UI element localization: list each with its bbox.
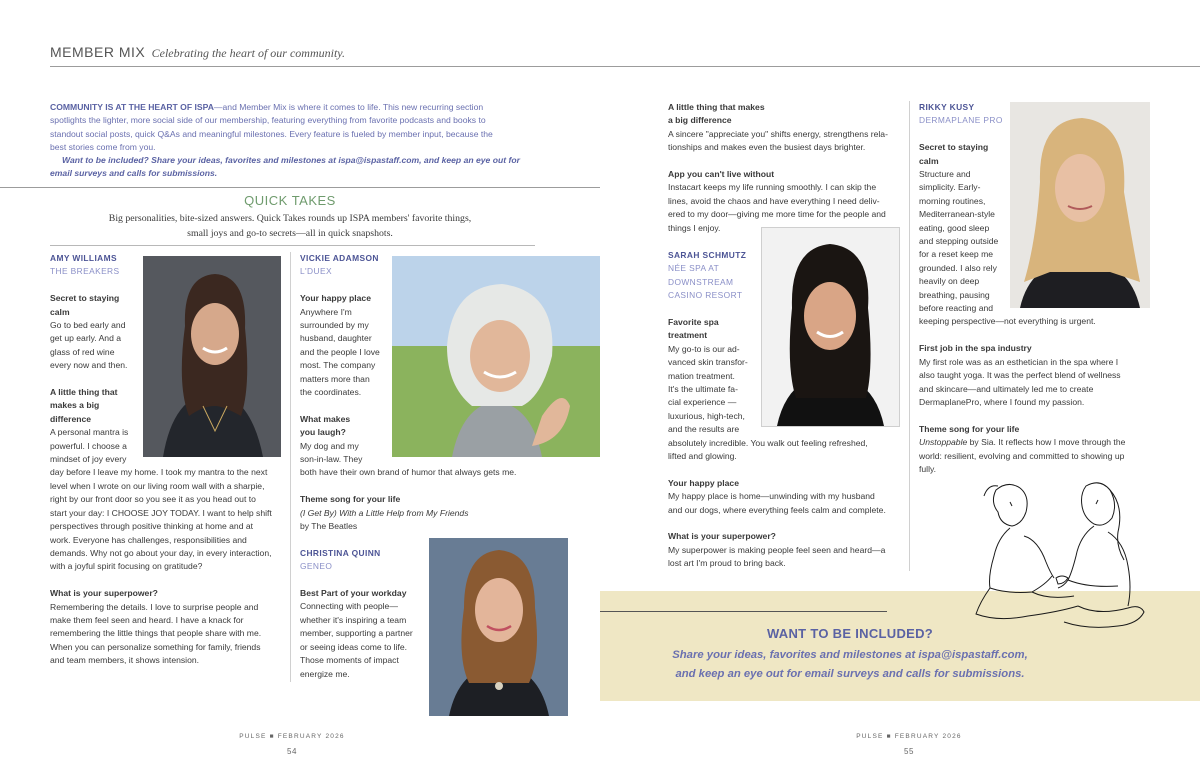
amy-q2: A little thing that <box>50 387 118 398</box>
amy-a3: Remembering the details. I love to surprise people and <box>50 601 259 612</box>
col3-q1: A little thing that makes <box>668 102 765 112</box>
rikky-a3: by Sia. It reflects how I move through the <box>967 437 1126 448</box>
sarah-a1: vanced skin transfor- <box>668 357 748 368</box>
line-art-illustration <box>968 476 1148 636</box>
sarah-a2: My happy place is home—unwinding with my husband <box>668 491 875 502</box>
quick-takes-top-rule <box>0 187 600 188</box>
vickie-a1: husband, daughter <box>300 333 372 344</box>
vickie-q2: What makes <box>300 413 351 424</box>
col3-a2: things I enjoy. <box>668 222 721 233</box>
column-three-top <box>668 101 888 235</box>
callout-line: and keep an eye out for email surveys and calls for submissions. <box>675 668 1025 680</box>
amy-williams-profile <box>50 252 272 668</box>
amy-q2: difference <box>50 413 92 424</box>
column-divider <box>909 101 910 571</box>
rikky-a1: keeping perspective—not everything is urgent. <box>919 316 1096 327</box>
sarah-a3: lost art I'm proud to bring back. <box>668 558 786 569</box>
quick-takes-subtitle-line: Big personalities, bite-sized answers. Quick Takes rounds up ISPA members' favorite things, <box>108 213 472 224</box>
amy-q3: What is your superpower? <box>50 588 158 599</box>
amy-a2: powerful. I choose a <box>50 440 127 451</box>
christina-quinn-photo <box>429 538 568 716</box>
callout-line: Share your ideas, favorites and milestones at ispa@ispastaff.com, <box>672 649 1028 661</box>
intro-cta-line: email surveys and calls for submissions. <box>50 168 218 179</box>
quick-takes-title: QUICK TAKES <box>244 193 336 208</box>
amy-a2: level when I wrote on our living room wall with a sharpie, <box>50 480 265 491</box>
christina-q1: Best Part of your workday <box>300 588 407 599</box>
col3-a2: lines, avoid the chaos and have everything I need deliv- <box>668 195 880 206</box>
col3-a2: Instacart keeps my life running smoothly. I can skip the <box>668 182 877 193</box>
quick-takes-subtitle <box>60 211 520 241</box>
amy-a2: right by our front door so you see it as you head out to <box>50 494 256 505</box>
amy-a1: glass of red wine <box>50 346 115 357</box>
vickie-a1: most. The company <box>300 360 376 371</box>
vickie-a3-artist: by The Beatles <box>300 521 358 532</box>
rikky-a1: heavily on deep <box>919 276 980 287</box>
sarah-a1: It's the ultimate fa- <box>668 384 738 395</box>
page-number: 55 <box>904 747 914 757</box>
intro-paragraph <box>50 101 530 181</box>
rikky-a2: also taught yoga. It was the perfect blend of wellness <box>919 370 1121 381</box>
rikky-a2: and skincare—and ultimately led me to create <box>919 383 1094 394</box>
vickie-a1: the coordinates. <box>300 387 362 398</box>
col3-a1: tionships and makes even the busiest days brighter. <box>668 142 866 153</box>
amy-a2: demands. Why not go about your day, in every interaction, <box>50 547 272 558</box>
christina-a1: Those moments of impact <box>300 655 399 666</box>
christina-a1: Connecting with people— <box>300 601 398 612</box>
rikky-org: DERMAPLANE PRO <box>919 115 1003 126</box>
amy-a1: every now and then. <box>50 360 128 371</box>
callout-title: WANT TO BE INCLUDED? <box>766 626 934 641</box>
header-divider <box>50 66 1200 67</box>
col3-a1: A sincere "appreciate you" shifts energy, strengthens rela- <box>668 128 888 139</box>
christina-a1: energize me. <box>300 668 350 679</box>
christina-a1: or seeing ideas come to life. <box>300 641 408 652</box>
vickie-a2: son-in-law. They <box>300 454 363 465</box>
sarah-q3: What is your superpower? <box>668 531 776 542</box>
vickie-org: L'DUEX <box>300 266 332 277</box>
sarah-a1: luxurious, high-tech, <box>668 410 745 421</box>
two-women-talking-icon <box>968 476 1148 636</box>
rikky-a1: Mediterranean-style <box>919 209 995 220</box>
rikky-a1: Structure and <box>919 169 971 180</box>
col3-q1: a big difference <box>668 115 732 126</box>
sarah-a1: lifted and glowing. <box>668 451 737 462</box>
sarah-q1: treatment <box>668 330 708 341</box>
amy-q1: Secret to staying <box>50 293 120 304</box>
rikky-q3: Theme song for your life <box>919 423 1020 434</box>
sarah-schmutz-profile <box>668 249 886 571</box>
christina-name: CHRISTINA QUINN <box>300 547 381 558</box>
rikky-a2: DermaplanePro, where I found my passion. <box>919 396 1085 407</box>
sarah-a1: absolutely incredible. You walk out feeling refreshed, <box>668 437 868 448</box>
amy-a1: get up early. And a <box>50 333 122 344</box>
rikky-q2: First job in the spa industry <box>919 343 1032 354</box>
section-title: MEMBER MIX <box>50 44 146 60</box>
column-divider <box>290 252 291 682</box>
vickie-a1: Anywhere I'm <box>300 306 352 317</box>
col3-a2: ered to my door—giving me more time for the people and <box>668 209 886 220</box>
rikky-a3: fully. <box>919 463 937 474</box>
vickie-q1: Your happy place <box>300 293 371 304</box>
vickie-a2: My dog and my <box>300 440 359 451</box>
rikky-name: RIKKY KUSY <box>919 102 975 112</box>
sarah-a1: cial experience — <box>668 397 737 408</box>
vickie-a1: and the people I love <box>300 346 380 357</box>
rikky-a2: My first role was as an esthetician in the spa where I <box>919 356 1119 367</box>
sarah-a3: My superpower is making people feel seen and heard—a <box>668 544 886 555</box>
rikky-a1: and stepping outside <box>919 236 999 247</box>
rikky-a1: breathing, pausing <box>919 289 990 300</box>
vickie-name: VICKIE ADAMSON <box>300 253 379 263</box>
rikky-a3-title: Unstoppable <box>919 437 968 448</box>
intro-lead: COMMUNITY IS AT THE HEART OF ISPA <box>50 102 214 112</box>
rikky-q1: calm <box>919 155 939 166</box>
sarah-q2: Your happy place <box>668 477 739 488</box>
sarah-a1: and the results are <box>668 424 740 435</box>
footer-right <box>839 730 979 759</box>
section-subtitle: Celebrating the heart of our community. <box>151 46 345 60</box>
rikky-a1: grounded. I also rely <box>919 262 997 273</box>
amy-q1: calm <box>50 306 70 317</box>
sarah-name: SARAH SCHMUTZ <box>668 250 747 260</box>
footer-left <box>222 730 362 759</box>
vickie-q3: Theme song for your life <box>300 494 401 505</box>
callout-rule <box>600 611 887 612</box>
vickie-a1: matters more than <box>300 373 370 384</box>
sarah-org: CASINO RESORT <box>668 290 743 301</box>
rikky-q1: Secret to staying <box>919 142 989 153</box>
amy-a3: and team members, it shows intension. <box>50 655 200 666</box>
quick-takes-bottom-rule <box>50 245 535 246</box>
rikky-a1: before reacting and <box>919 303 994 314</box>
vickie-a3-title: (I Get By) With a Little Help from My Friends <box>300 507 469 518</box>
amy-a3: When you can personalize something for family, friends <box>50 641 261 652</box>
amy-a2: A personal mantra is <box>50 427 129 438</box>
sarah-org: DOWNSTREAM <box>668 276 734 287</box>
col3-q2: App you can't live without <box>668 169 775 180</box>
amy-org: THE BREAKERS <box>50 266 120 277</box>
amy-a1: Go to bed early and <box>50 320 126 331</box>
rikky-kusy-profile <box>919 101 1125 476</box>
christina-org: GENEO <box>300 561 333 572</box>
rikky-a1: for a reset keep me <box>919 249 994 260</box>
intro-line: spotlights the lighter, more social side of our membership, featuring everything from favorite podcasts and books to <box>50 115 486 126</box>
intro-line: —and Member Mix is where it comes to life. This new recurring section <box>213 102 484 112</box>
vickie-a2: both have their own brand of humor that always gets me. <box>300 467 517 478</box>
footer-label: PULSE ■ FEBRUARY 2026 <box>239 733 345 740</box>
page-number: 54 <box>287 747 297 757</box>
rikky-a1: eating, good sleep <box>919 222 990 233</box>
amy-a2: day before I leave my home. I took my mantra to the next <box>50 467 268 478</box>
amy-a3: make them feel seen and heard. I have a knack for <box>50 614 244 625</box>
rikky-a3: world: resilient, evolving and committed to showing up <box>919 450 1125 461</box>
rikky-a1: morning routines, <box>919 195 986 206</box>
amy-q2: makes a big <box>50 400 100 411</box>
amy-a2: start your day: I CHOOSE JOY TODAY. I want to help shift <box>50 507 272 518</box>
christina-a1: whether it's inspiring a team <box>300 614 407 625</box>
sarah-a1: mation treatment. <box>668 370 735 381</box>
amy-name: AMY WILLIAMS <box>50 253 117 263</box>
christina-a1: member, supporting a partner <box>300 628 413 639</box>
vickie-q2: you laugh? <box>300 427 346 438</box>
amy-a2: work. Everyone has challenges, responsibilities and <box>50 534 247 545</box>
sarah-a2: and our dogs, where everything feels calm and complete. <box>668 504 886 515</box>
rikky-a1: simplicity. Early- <box>919 182 981 193</box>
intro-line: standout social posts, quick Q&As and meaningful milestones. Every feature is fueled by member input, because the <box>50 128 493 139</box>
sarah-org: NÉE SPA AT <box>668 263 720 274</box>
footer-label: PULSE ■ FEBRUARY 2026 <box>856 733 962 740</box>
amy-a2: with a joyful spirit focusing on gratitude? <box>50 561 203 572</box>
callout-text <box>600 646 1100 684</box>
vickie-a1: surrounded by my <box>300 320 369 331</box>
sarah-q1: Favorite spa <box>668 317 719 328</box>
amy-a2: mindset of joy every <box>50 454 127 465</box>
amy-a3: remembering the little things that people share with me. <box>50 628 262 639</box>
christina-portrait-icon <box>429 538 568 716</box>
page-header-title <box>50 46 345 60</box>
intro-line: best stories come from you. <box>50 141 156 152</box>
intro-cta-line: Want to be included? Share your ideas, favorites and milestones at ispa@ispastaff.com, and keep an eye out for <box>62 155 520 166</box>
quick-takes-subtitle-line: small joys and go-to secrets—all in quick snapshots. <box>187 228 393 239</box>
amy-a2: perspectives through positive thinking at home and at <box>50 521 254 532</box>
sarah-a1: My go-to is our ad- <box>668 343 740 354</box>
